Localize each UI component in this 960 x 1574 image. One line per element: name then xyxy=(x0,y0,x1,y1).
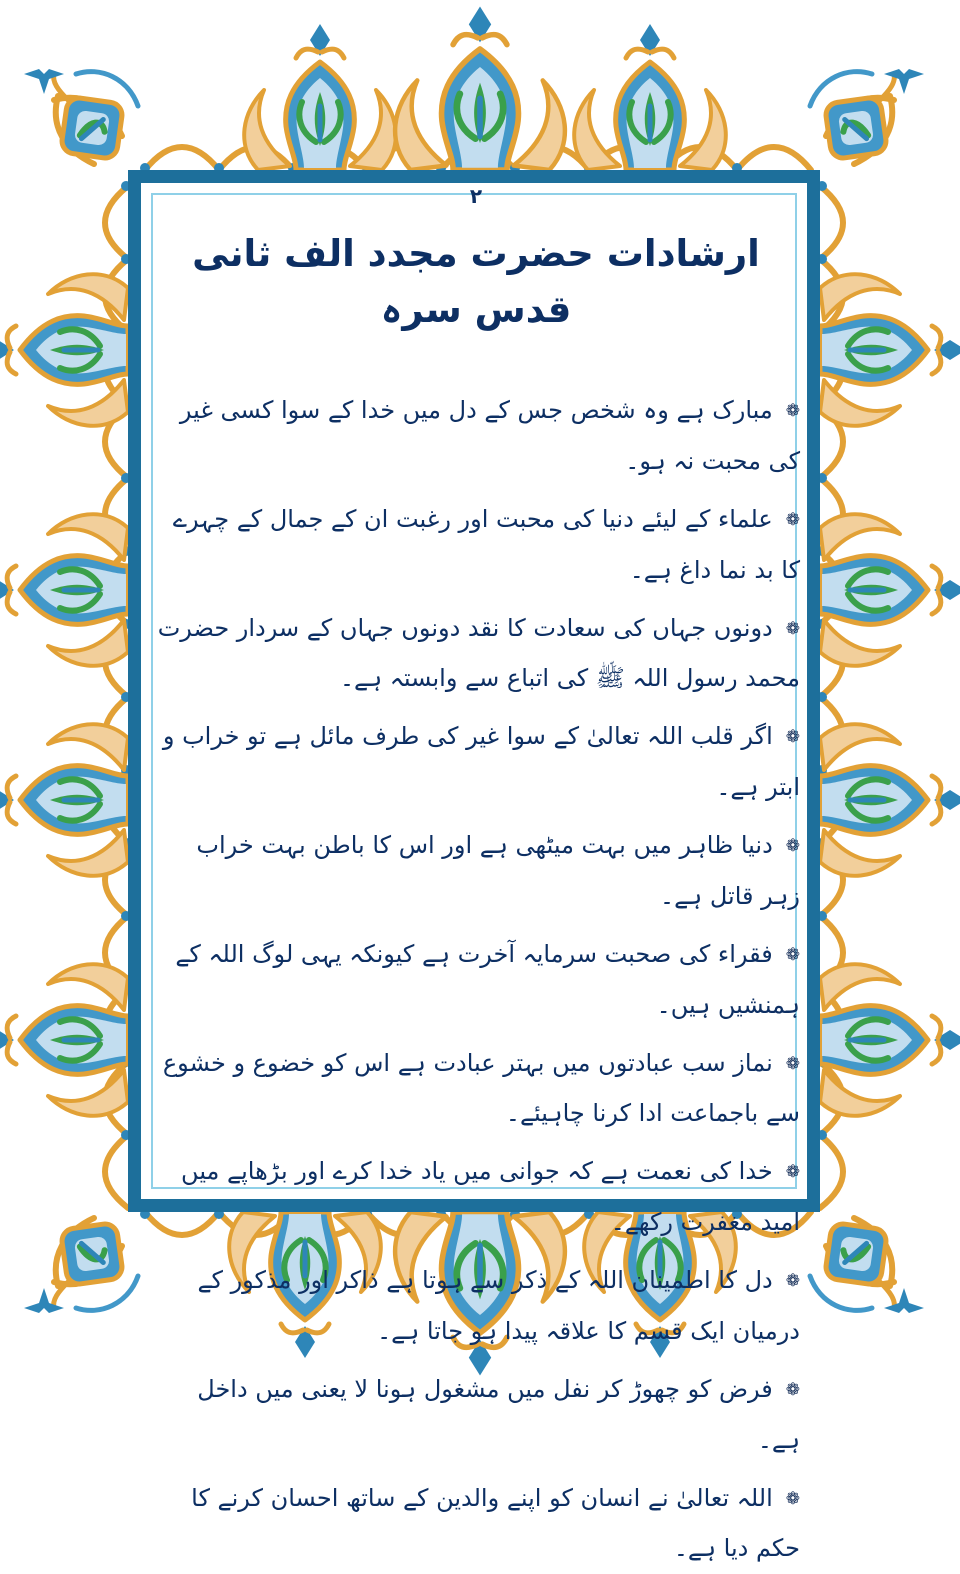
saying-text: نماز سب عبادتوں میں بہتر عبادت ہے اس کو خضوع و خشوع سے باجماعت ادا کرنا چاہیئے۔ xyxy=(163,1049,800,1128)
flower-bullet-icon: ❁ xyxy=(786,502,800,538)
palmette-motif xyxy=(395,6,565,170)
palmette-motif xyxy=(244,24,396,170)
saying-item xyxy=(152,1038,800,1140)
corner-flower-motif xyxy=(24,1218,138,1313)
saying-text: اللہ تعالیٰ نے انسان کو اپنے والدین کے ساتھ احسان کرنے کا حکم دیا ہے۔ xyxy=(191,1484,800,1563)
saying-text: اگر قلب اللہ تعالیٰ کے سوا غیر کی طرف مائل ہے تو خراب و ابتر ہے۔ xyxy=(163,722,800,801)
palmette-motif xyxy=(0,724,128,876)
saying-item xyxy=(152,711,800,813)
saying-item xyxy=(152,603,800,705)
saying-text: دونوں جہاں کی سعادت کا نقد دونوں جہاں کے سردار حضرت محمد رسول اللہ ﷺ کی اتباع سے وابستہ ہے۔ xyxy=(158,614,800,693)
flower-bullet-icon: ❁ xyxy=(786,1154,800,1190)
palmette-motif xyxy=(0,274,128,426)
saying-text: فرض کو چھوڑ کر نفل میں مشغول ہونا لا یعنی میں داخل ہے۔ xyxy=(197,1375,800,1454)
saying-item xyxy=(152,820,800,922)
corner-flower-motif xyxy=(24,69,138,164)
saying-item xyxy=(152,1255,800,1357)
palmette-motif xyxy=(0,514,128,666)
flower-bullet-icon: ❁ xyxy=(786,1481,800,1517)
sayings-list xyxy=(152,385,800,1574)
saying-item xyxy=(152,494,800,596)
palmette-motif xyxy=(574,24,726,170)
page-title: ارشادات حضرت مجدد الف ثانی قدس سرہ xyxy=(152,226,800,337)
page-content xyxy=(152,182,800,1192)
saying-text: دل کا اطمینان اللہ کے ذکر سے ہوتا ہے ذاکر اور مذکور کے درمیان ایک قسم کا علاقہ پیدا ہو جاتا ہے۔ xyxy=(197,1266,800,1345)
saying-text: مبارک ہے وہ شخص جس کے دل میں خدا کے سوا کسی غیر کی محبت نہ ہو۔ xyxy=(180,396,800,475)
saying-item xyxy=(152,1364,800,1466)
palmette-motif xyxy=(820,964,960,1116)
saying-item xyxy=(152,1146,800,1248)
flower-bullet-icon: ❁ xyxy=(786,937,800,973)
flower-bullet-icon: ❁ xyxy=(786,1046,800,1082)
flower-bullet-icon: ❁ xyxy=(786,719,800,755)
palmette-motif xyxy=(0,964,128,1116)
corner-flower-motif xyxy=(810,1218,924,1313)
flower-bullet-icon: ❁ xyxy=(786,1372,800,1408)
saying-text: خدا کی نعمت ہے کہ جوانی میں یاد خدا کرے اور بڑھاپے میں امید مغفرت رکھے۔ xyxy=(181,1157,800,1236)
flower-bullet-icon: ❁ xyxy=(786,828,800,864)
saying-text: علماء کے لیئے دنیا کی محبت اور رغبت ان کے جمال کے چہرے کا بد نما داغ ہے۔ xyxy=(173,505,800,584)
palmette-motif xyxy=(820,274,960,426)
page-number: ۲ xyxy=(152,182,800,210)
saying-text: دنیا ظاہر میں بہت میٹھی ہے اور اس کا باطن بہت خراب زہر قاتل ہے۔ xyxy=(196,831,800,910)
flower-bullet-icon: ❁ xyxy=(786,393,800,429)
saying-item xyxy=(152,929,800,1031)
corner-flower-motif xyxy=(810,69,924,164)
saying-text: فقراء کی صحبت سرمایہ آخرت ہے کیونکہ یہی لوگ اللہ کے ہمنشیں ہیں۔ xyxy=(175,940,800,1019)
palmette-motif xyxy=(820,724,960,876)
palmette-motif xyxy=(820,514,960,666)
saying-item xyxy=(152,385,800,487)
flower-bullet-icon: ❁ xyxy=(786,1263,800,1299)
saying-item xyxy=(152,1473,800,1574)
flower-bullet-icon: ❁ xyxy=(786,611,800,647)
